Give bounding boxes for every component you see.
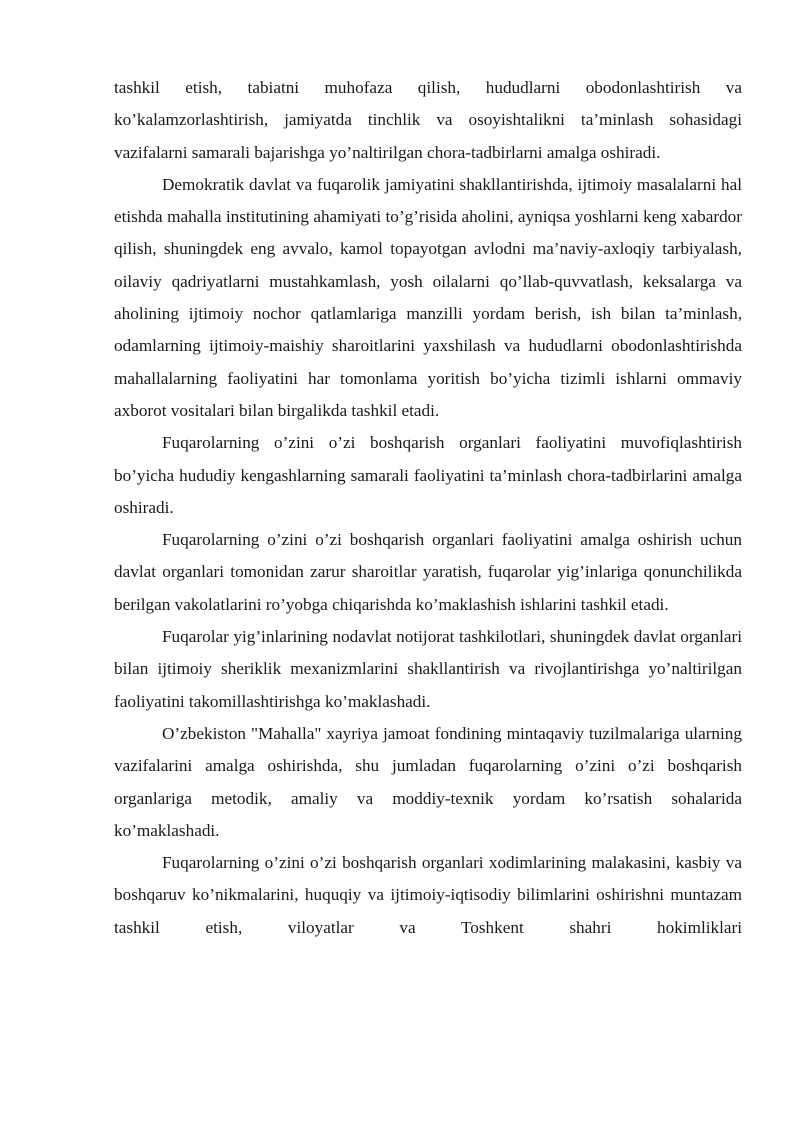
paragraph-mahalla-fund: O’zbekiston "Mahalla" xayriya jamoat fondining mintaqaviy tuzilmalariga ularning vazifalarini amalga oshirishda, shu jumladan fuqarolarning o’zini o’zi boshqarish organlariga metodik, amaliy va moddiy-texnik yordam ko’rsatish sohalarida ko’maklashadi.	[114, 723, 742, 840]
paragraph-state-conditions: Fuqarolarning o’zini o’zi boshqarish organlari faoliyatini amalga oshirish uchun davlat organlari tomonidan zarur sharoitlar yaratish, fuqarolar yig’inlariga qonunchilikda berilgan vakolatlarini ro’yobga chiqarishda ko’maklashish ishlarini tashkil etadi.	[114, 530, 742, 614]
paragraph-staff-qualification: Fuqarolarning o’zini o’zi boshqarish organlari xodimlarining malakasini, kasbiy va boshqaruv ko’nikmalarini, huquqiy va ijtimoiy-iqtisodiy bilimlarini oshirishni muntazam tashkil etish, viloyatlar va Toshkent shahri hokimliklari	[114, 853, 742, 937]
paragraph-continuation: tashkil etish, tabiatni muhofaza qilish, hududlarni obodonlashtirish va ko’kalamzorlashtirish, jamiyatda tinchlik va osoyishtalikni ta’minlash sohasidagi vazifalarni samarali bajarishga yo’naltirilgan chora-tadbirlarni amalga oshiradi.	[114, 78, 742, 162]
paragraph-territorial-councils: Fuqarolarning o’zini o’zi boshqarish organlari faoliyatini muvofiqlashtirish bo’yicha hududiy kengashlarning samarali faoliyatini ta’minlash chora-tadbirlarini amalga oshiradi.	[114, 433, 742, 517]
paragraph-democratic-state: Demokratik davlat va fuqarolik jamiyatini shakllantirishda, ijtimoiy masalalarni hal etishda mahalla institutining ahamiyati to’g’risida aholini, ayniqsa yoshlarni keng xabardor qilish, shuningdek eng avvalo, kamol topayotgan avlodni ma’naviy-axloqiy tarbiyalash, oilaviy qadriyatlarni mustahkamlash, yosh oilalarni qo’llab-quvvatlash, keksalarga va aholining ijtimoiy nochor qatlamlariga manzilli yordam berish, ish bilan ta’minlash, odamlarning ijtimoiy-maishiy sharoitlarini yaxshilash va hududlarni obodonlashtirishda mahallalarning faoliyatini har tomonlama yoritish bo’yicha tizimli ishlarni ommaviy axborot vositalari bilan birgalikda tashkil etadi.	[114, 174, 742, 420]
document-page	[114, 72, 742, 944]
paragraph-social-partnership: Fuqarolar yig’inlarining nodavlat notijorat tashkilotlari, shuningdek davlat organlari bilan ijtimoiy sheriklik mexanizmlarini shakllantirish va rivojlantirishga yo’naltirilgan faoliyatini takomillashtirishga ko’maklashadi.	[114, 627, 742, 711]
